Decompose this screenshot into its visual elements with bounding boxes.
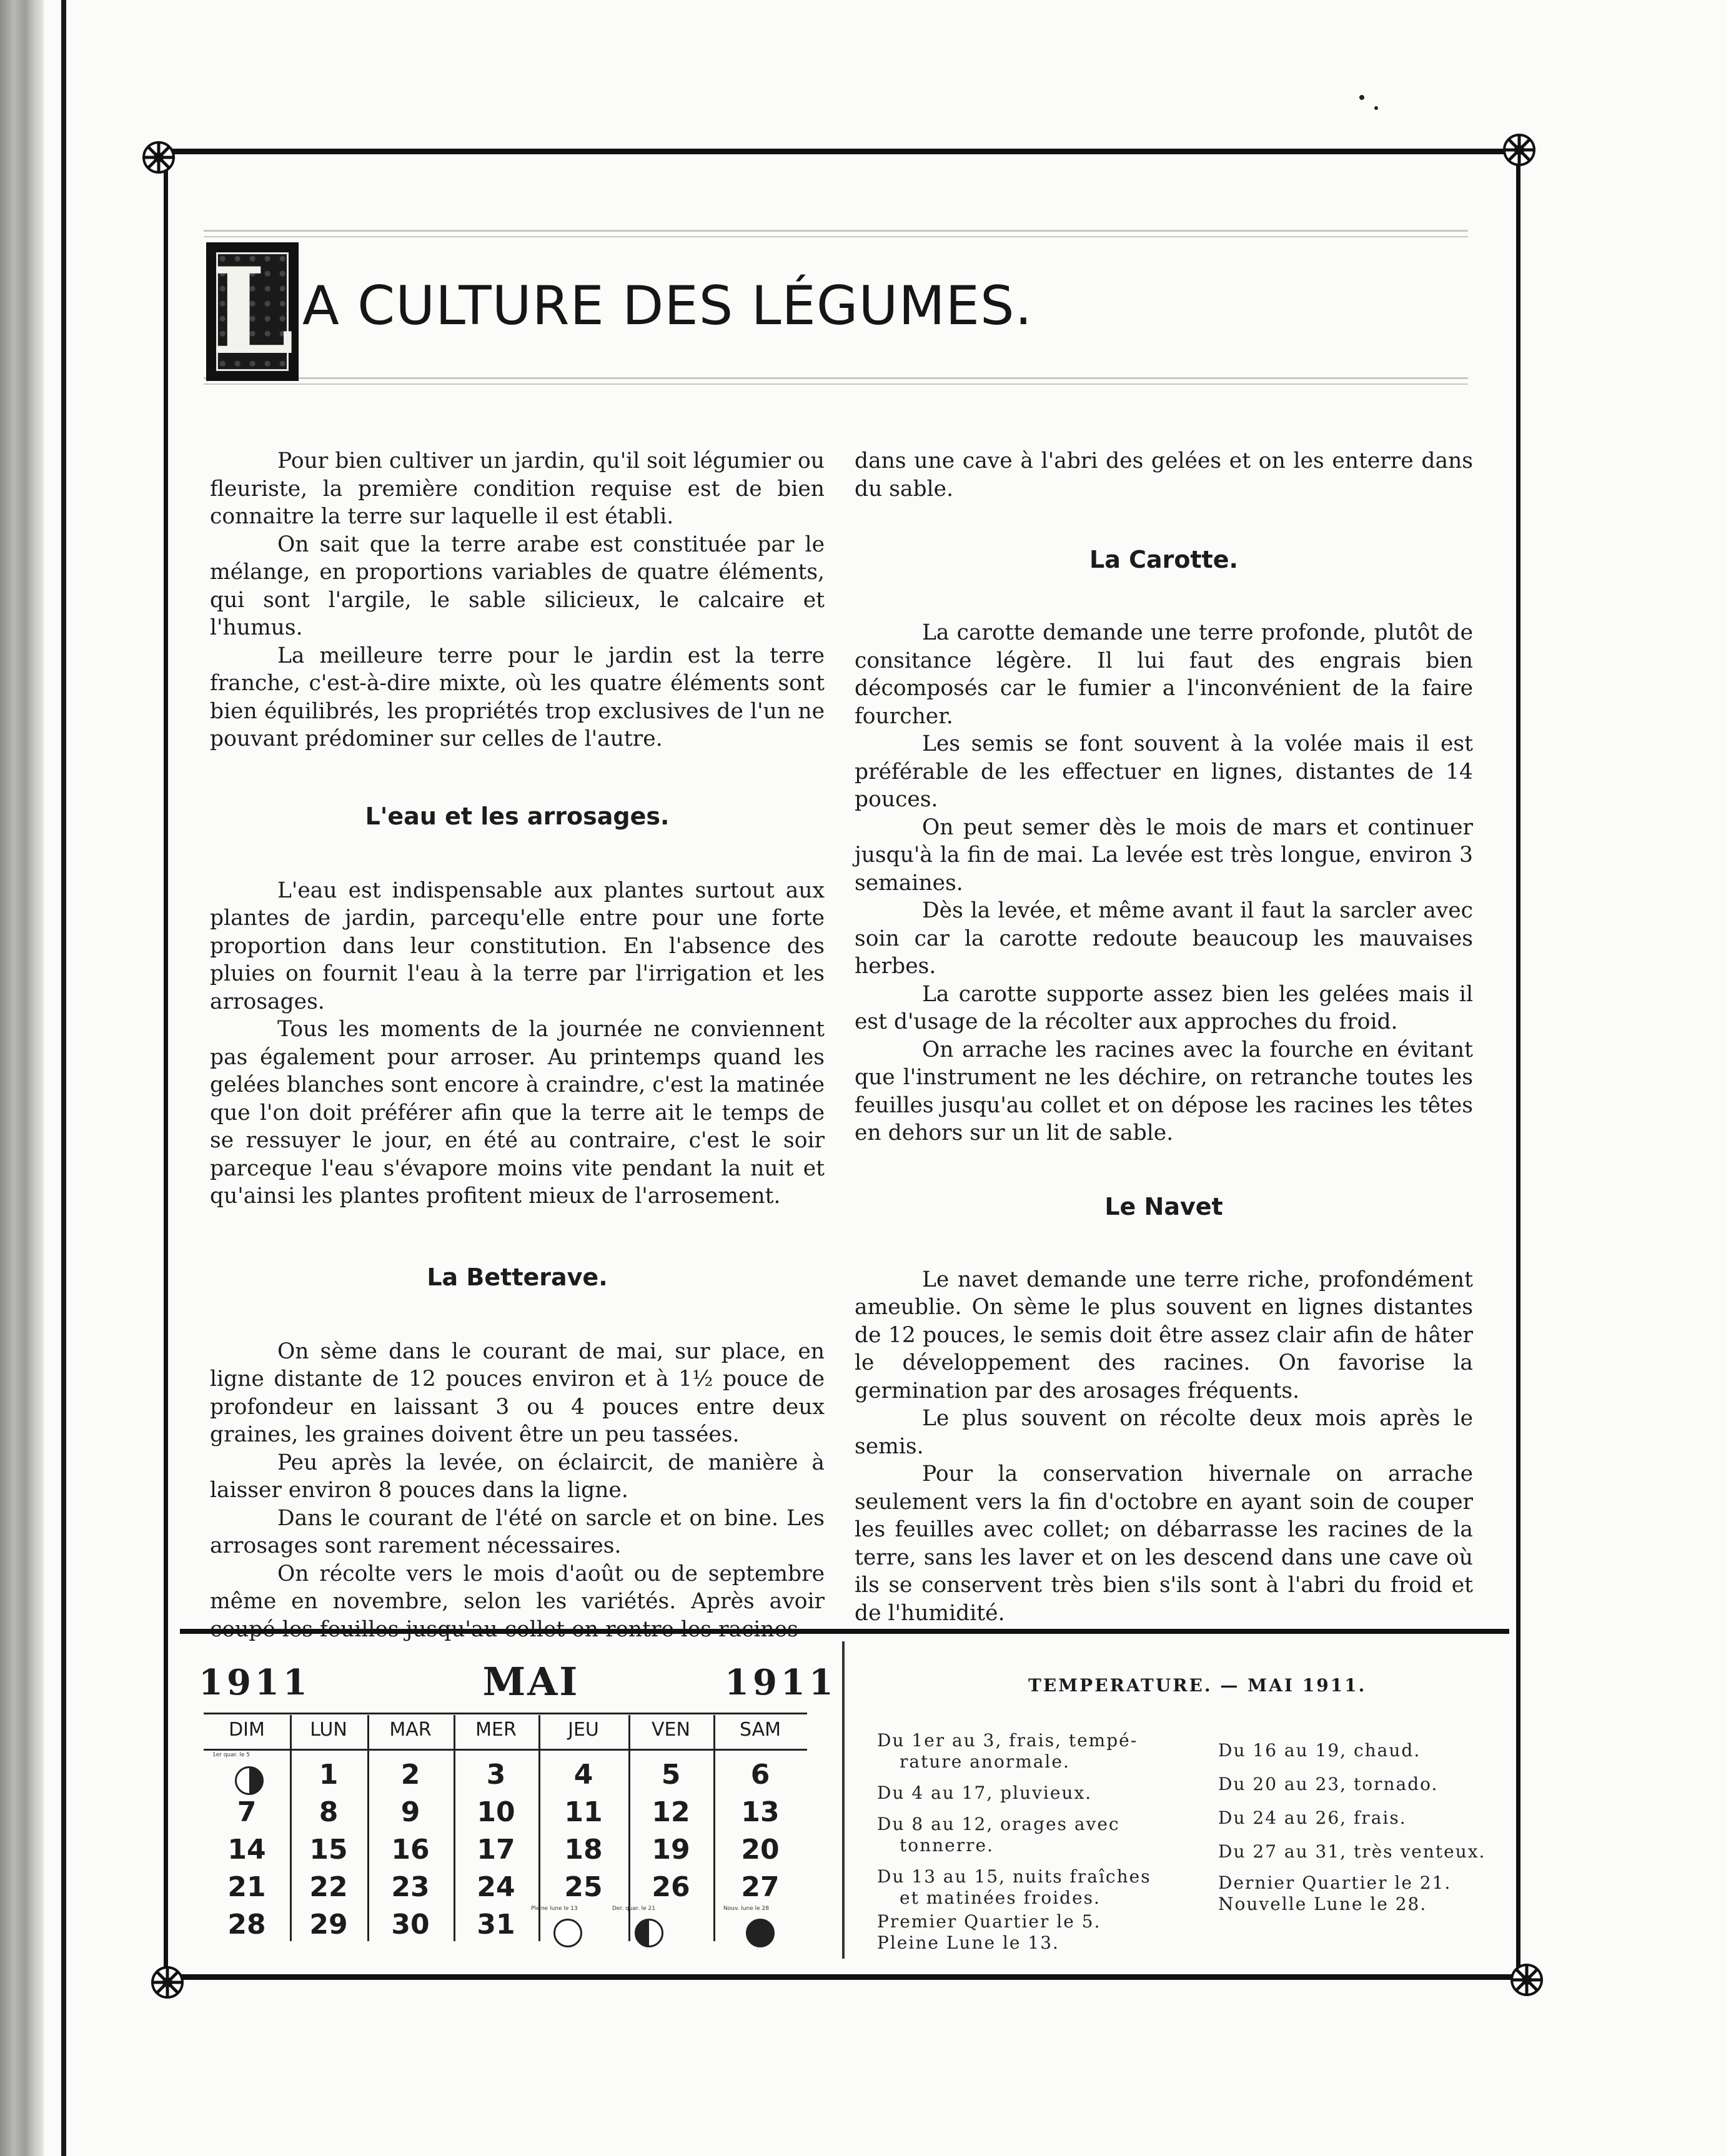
calendar-day: 15 bbox=[309, 1834, 348, 1866]
section-heading-betterave: La Betterave. bbox=[427, 1263, 608, 1291]
day-header: MER bbox=[475, 1719, 517, 1741]
intro-paragraph: On sait que la terre arabe est constituée par le mélange, en proportions variables de quatre éléments, qui sont l'argile, le sable silicieux, le calcaire et l'humus. bbox=[210, 532, 825, 640]
ornamental-drop-cap bbox=[206, 242, 299, 381]
calendar-day: 29 bbox=[309, 1909, 348, 1941]
day-header: LUN bbox=[310, 1719, 347, 1741]
intro-paragraph: La meilleure terre pour le jardin est la terre franche, c'est-à-dire mixte, où les quatre éléments sont bien équilibrés, les propriétés trop exclusives de l'un ne pouvant prédominer sur celles de l'autre. bbox=[210, 643, 825, 751]
temperature-title: TEMPERATURE. — MAI 1911. bbox=[1028, 1675, 1367, 1696]
binding-spine bbox=[0, 0, 44, 2156]
temperature-line: Pleine Lune le 13. bbox=[877, 1932, 1059, 1953]
temperature-line: Nouvelle Lune le 28. bbox=[1218, 1894, 1427, 1914]
carotte-paragraph: Dès la levée, et même avant il faut la sarcler avec soin car la carotte redoute beaucoup les mauvaises herbes. bbox=[855, 898, 1473, 979]
moon-phase-icon bbox=[635, 1919, 663, 1947]
title-rule-bottom bbox=[204, 383, 1468, 385]
temperature-line: Du 16 au 19, chaud. bbox=[1218, 1740, 1421, 1761]
rosette-ornament bbox=[1502, 132, 1537, 167]
calendar-month: MAI bbox=[482, 1659, 580, 1704]
betterave-paragraph: On sème dans le courant de mai, sur place, en ligne distante de 12 pouces environ et à 1½ pouce de profondeur en laissant 3 ou 4 pouces entre deux graines, les graines doivent être un peu tassées. bbox=[210, 1338, 825, 1447]
temperature-entry bbox=[877, 1730, 1214, 1773]
day-header: VEN bbox=[652, 1719, 690, 1741]
article-title: A CULTURE DES LÉGUMES. bbox=[302, 275, 1033, 337]
moon-phase-note: Der. quar. le 21 bbox=[612, 1906, 655, 1912]
carotte-paragraph: La carotte supporte assez bien les gelées mais il est d'usage de la récolter aux approches du froid. bbox=[855, 981, 1473, 1034]
temperature-line: Dernier Quartier le 21. bbox=[1218, 1872, 1452, 1893]
section-heading-carotte: La Carotte. bbox=[1089, 546, 1238, 573]
calendar-day: 24 bbox=[477, 1871, 515, 1903]
calendar-day: 9 bbox=[400, 1796, 420, 1828]
calendar-day: 30 bbox=[391, 1909, 430, 1941]
calendar-day: 23 bbox=[391, 1871, 430, 1903]
temperature-line: Du 20 au 23, tornado. bbox=[1218, 1774, 1439, 1794]
calendar-day: 20 bbox=[741, 1834, 780, 1866]
calendar-day: 1 bbox=[319, 1759, 339, 1791]
left-column bbox=[210, 447, 825, 1643]
calendar-divider bbox=[842, 1641, 845, 1959]
calendar-day: 25 bbox=[564, 1871, 603, 1903]
carotte-paragraph: La carotte demande une terre profonde, plutôt de consitance légère. Il lui faut des engrais bien décomposés car le fumier a l'inconvénient de la faire fourcher. bbox=[855, 620, 1473, 729]
grid-rule bbox=[204, 1713, 807, 1714]
calendar-day: 26 bbox=[652, 1871, 690, 1903]
title-rule-top bbox=[204, 236, 1468, 237]
betterave-continuation: dans une cave à l'abri des gelées et on les enterre dans du sable. bbox=[855, 448, 1473, 502]
temperature-entry bbox=[877, 1783, 1214, 1804]
rosette-ornament bbox=[1509, 1962, 1544, 1997]
section-heading-navet: Le Navet bbox=[1104, 1192, 1223, 1220]
day-header: SAM bbox=[739, 1719, 781, 1741]
right-column bbox=[855, 447, 1473, 1627]
calendar-day: 5 bbox=[661, 1759, 681, 1791]
moon-phase-note: Pleine lune le 13 bbox=[531, 1906, 578, 1912]
day-header: JEU bbox=[568, 1719, 599, 1741]
carotte-paragraph: On peut semer dès le mois de mars et continuer jusqu'à la fin de mai. La levée est très longue, environ 3 semaines. bbox=[855, 814, 1473, 896]
rosette-ornament bbox=[141, 140, 176, 175]
calendar-day: 2 bbox=[400, 1759, 420, 1791]
calendar-year: 1911 bbox=[725, 1662, 837, 1703]
temperature-list-right bbox=[1218, 1740, 1505, 1925]
grid-rule bbox=[204, 1749, 807, 1751]
intro-paragraph: Pour bien cultiver un jardin, qu'il soit légumier ou fleuriste, la première condition requise est de bien connaitre la terre sur laquelle il est établi. bbox=[210, 448, 825, 529]
drop-cap-letter: L bbox=[211, 242, 294, 381]
moon-phase-icon bbox=[553, 1919, 582, 1947]
temperature-line: Du 1er au 3, frais, tempé- bbox=[877, 1730, 1138, 1751]
temperature-line: Du 13 au 15, nuits fraîches bbox=[877, 1866, 1151, 1887]
navet-paragraph: Pour la conservation hivernale on arrache seulement vers la fin d'octobre en ayant soin de couper les feuilles avec collet; on débarrasse les racines de la terre, sans les laver et on les descend dans une cave où ils se conservent très bien s'ils sont à l'abri du froid et de l'humidité. bbox=[855, 1461, 1473, 1626]
temperature-entry bbox=[877, 1866, 1214, 1909]
moon-phase-note: Nouv. lune le 28 bbox=[723, 1906, 769, 1912]
calendar-day: 18 bbox=[564, 1834, 603, 1866]
calendar-day: 31 bbox=[477, 1909, 515, 1941]
temperature-entry bbox=[877, 1911, 1214, 1954]
calendar-day: 19 bbox=[652, 1834, 690, 1866]
temperature-list-left bbox=[877, 1730, 1214, 1964]
calendar-day: 11 bbox=[564, 1796, 603, 1828]
temperature-line: Du 8 au 12, orages avec bbox=[877, 1814, 1120, 1834]
betterave-paragraph: On récolte vers le mois d'août ou de septembre même en novembre, selon les variétés. Après avoir bbox=[210, 1561, 825, 1614]
eau-paragraph: Tous les moments de la journée ne conviennent pas également pour arroser. Au printemps quand les gelées blanches sont encore à craindre, c'est la matinée que l'on doit préférer afin que la terre ait le temps de se ressuyer le jour, en été au contraire, c'est le soir parceque l'eau s'évapore moins vite pendant la nuit et qu'ainsi les plantes profitent mieux de l'arrosement. bbox=[210, 1017, 825, 1209]
moon-phase-note: 1er quar. le 5 bbox=[212, 1752, 250, 1758]
calendar-day: 12 bbox=[652, 1796, 690, 1828]
section-heading-eau: L'eau et les arrosages. bbox=[365, 802, 670, 830]
temperature-line: Du 24 au 26, frais. bbox=[1218, 1807, 1407, 1828]
calendar-day: 21 bbox=[227, 1871, 266, 1903]
calendar-day: 13 bbox=[741, 1796, 780, 1828]
temperature-line: et matinées froides. bbox=[900, 1887, 1101, 1908]
temperature-line: Du 4 au 17, pluvieux. bbox=[877, 1783, 1093, 1803]
calendar-year: 1911 bbox=[199, 1662, 311, 1703]
betterave-paragraph: Dans le courant de l'été on sarcle et on bine. Les arrosages sont rarement nécessaires. bbox=[210, 1505, 825, 1558]
calendar-day: 27 bbox=[741, 1871, 780, 1903]
day-header: DIM bbox=[229, 1719, 265, 1741]
speck bbox=[1359, 95, 1364, 100]
calendar-day: 3 bbox=[486, 1759, 506, 1791]
title-rule-top bbox=[204, 230, 1468, 232]
calendar-day: 6 bbox=[750, 1759, 770, 1791]
calendar-day: 28 bbox=[227, 1909, 266, 1941]
calendar-day: 4 bbox=[573, 1759, 593, 1791]
carotte-paragraph: Les semis se font souvent à la volée mais il est préférable de les effectuer en lignes, distantes de 14 pouces. bbox=[855, 731, 1473, 812]
speck bbox=[1374, 106, 1378, 110]
eau-paragraph: L'eau est indispensable aux plantes surtout aux plantes de jardin, parcequ'elle entre pour une forte proportion dans leur constitution. En l'absence des pluies on fournit l'eau à la terre par l'irrigation et les arrosages. bbox=[210, 878, 825, 1014]
calendar-day: 16 bbox=[391, 1834, 430, 1866]
carotte-paragraph: On arrache les racines avec la fourche en évitant que l'instrument ne les déchire, on retranche toutes les feuilles jusqu'au collet et on dépose les racines les têtes en dehors sur un lit de sable. bbox=[855, 1037, 1473, 1145]
page-edge bbox=[61, 0, 66, 2156]
temperature-line: Premier Quartier le 5. bbox=[877, 1911, 1101, 1932]
temperature-line: tonnerre. bbox=[900, 1835, 994, 1856]
calendar-day: 14 bbox=[227, 1834, 266, 1866]
calendar-day: 7 bbox=[237, 1796, 257, 1828]
day-header: MAR bbox=[389, 1719, 432, 1741]
calendar-day: 8 bbox=[319, 1796, 339, 1828]
rosette-ornament bbox=[150, 1965, 185, 2000]
calendar-rule bbox=[180, 1629, 1509, 1634]
navet-paragraph: Le navet demande une terre riche, profondément ameublie. On sème le plus souvent en lignes distantes de 12 pouces, le semis doit être assez clair afin de hâter le développement des racines. On favorise la germination par des arosages fréquents. bbox=[855, 1267, 1473, 1403]
temperature-line: Du 27 au 31, très venteux. bbox=[1218, 1841, 1486, 1862]
calendar-day: 17 bbox=[477, 1834, 515, 1866]
moon-phase-icon bbox=[235, 1766, 264, 1795]
navet-paragraph: Le plus souvent on récolte deux mois après le semis. bbox=[855, 1406, 1473, 1459]
title-rule-bottom bbox=[204, 377, 1468, 379]
moon-phase-icon bbox=[746, 1919, 775, 1947]
temperature-entry bbox=[877, 1814, 1214, 1856]
calendar-day: 22 bbox=[309, 1871, 348, 1903]
calendar-day: 10 bbox=[477, 1796, 515, 1828]
temperature-line: rature anormale. bbox=[900, 1751, 1070, 1772]
betterave-paragraph: Peu après la levée, on éclaircit, de manière à laisser environ 8 pouces dans la ligne. bbox=[210, 1450, 825, 1503]
